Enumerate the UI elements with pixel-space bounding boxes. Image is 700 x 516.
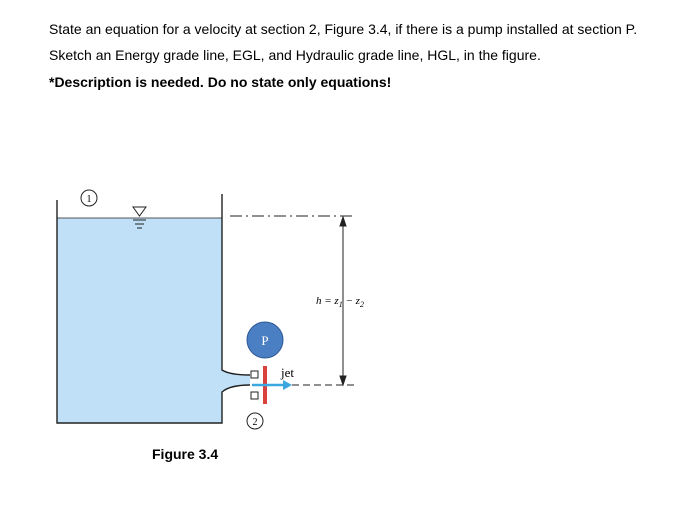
section-2-label: 2 <box>252 417 258 428</box>
question-line-1: State an equation for a velocity at section 2, Figure 3.4, if there is a pump installed at section P. <box>49 21 638 37</box>
section-2-tick-bottom <box>251 392 258 399</box>
jet-label: jet <box>281 365 294 380</box>
head-label: $h = z_1 - z_2$ <box>316 295 364 309</box>
section-2-tick-top <box>251 371 258 378</box>
question-instruction: *Description is needed. Do no state only equations! <box>49 74 392 90</box>
tank-water <box>57 218 250 423</box>
question-line-2: Sketch an Energy grade line, EGL, and Hydraulic grade line, HGL, in the figure. <box>49 47 541 63</box>
section-1-label: 1 <box>86 194 92 205</box>
pump-label: P <box>261 333 269 348</box>
figure-caption: Figure 3.4 <box>152 446 219 462</box>
jet-arrow <box>252 380 292 390</box>
